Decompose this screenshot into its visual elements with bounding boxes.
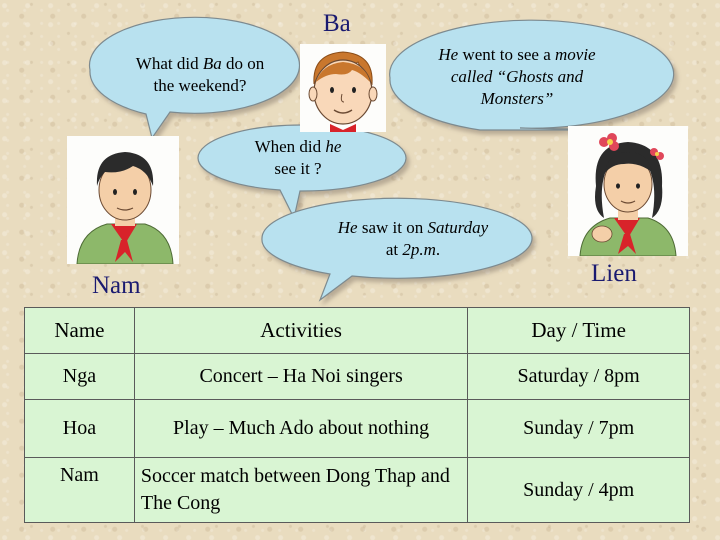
cell-name: Nga	[25, 354, 135, 400]
cell-activity: Play – Much Ado about nothing	[134, 400, 467, 458]
table-row	[25, 400, 690, 458]
a2-text-2: at	[385, 240, 403, 259]
speaker-label-ba: Ba	[323, 10, 351, 37]
header-day-time: Day / Time	[468, 308, 690, 354]
speaker-label-nam: Nam	[92, 272, 141, 299]
q1-post: do on	[221, 54, 265, 73]
q1-name: Ba	[202, 54, 222, 73]
bubble-answer-2-text	[288, 217, 538, 261]
table-row	[25, 458, 690, 523]
table-row	[25, 354, 690, 400]
q2-pre: When did	[254, 137, 326, 156]
a2-word-time: 2p.m	[402, 240, 436, 259]
a2-text-3: .	[435, 240, 441, 259]
bubble-question-1-text	[95, 53, 305, 97]
bubble-question-2-text	[210, 136, 386, 180]
bubble-answer-1-text	[392, 44, 642, 110]
header-name: Name	[25, 308, 135, 354]
a1-line2: called “Ghosts and	[450, 67, 584, 86]
a1-word-movie: movie	[555, 45, 596, 64]
speaker-label-lien: Lien	[591, 260, 637, 287]
a2-word-he: He	[337, 218, 358, 237]
nam-figure	[67, 136, 179, 264]
cell-day-time: Sunday / 4pm	[468, 458, 690, 523]
a2-word-saturday: Saturday	[427, 218, 489, 237]
a1-word-he: He	[438, 45, 459, 64]
lien-figure	[568, 126, 688, 256]
a1-text-1: went to see a	[458, 45, 555, 64]
q1-line2: the weekend?	[153, 76, 247, 95]
cell-activity: Concert – Ha Noi singers	[134, 354, 467, 400]
q2-word-he: he	[325, 137, 342, 156]
a1-line3: Monsters”	[480, 89, 554, 108]
q1-pre: What did	[135, 54, 203, 73]
a2-text-1: saw it on	[357, 218, 428, 237]
schedule-table	[24, 307, 690, 523]
cell-name: Hoa	[25, 400, 135, 458]
q2-line2: see it ?	[274, 159, 322, 178]
cell-name: Nam	[25, 458, 135, 523]
cell-day-time: Saturday / 8pm	[468, 354, 690, 400]
cell-activity: Soccer match between Dong Thap and The Cong	[134, 458, 467, 523]
header-activities: Activities	[134, 308, 467, 354]
table-header-row	[25, 308, 690, 354]
cell-day-time: Sunday / 7pm	[468, 400, 690, 458]
ba-avatar	[300, 44, 386, 132]
